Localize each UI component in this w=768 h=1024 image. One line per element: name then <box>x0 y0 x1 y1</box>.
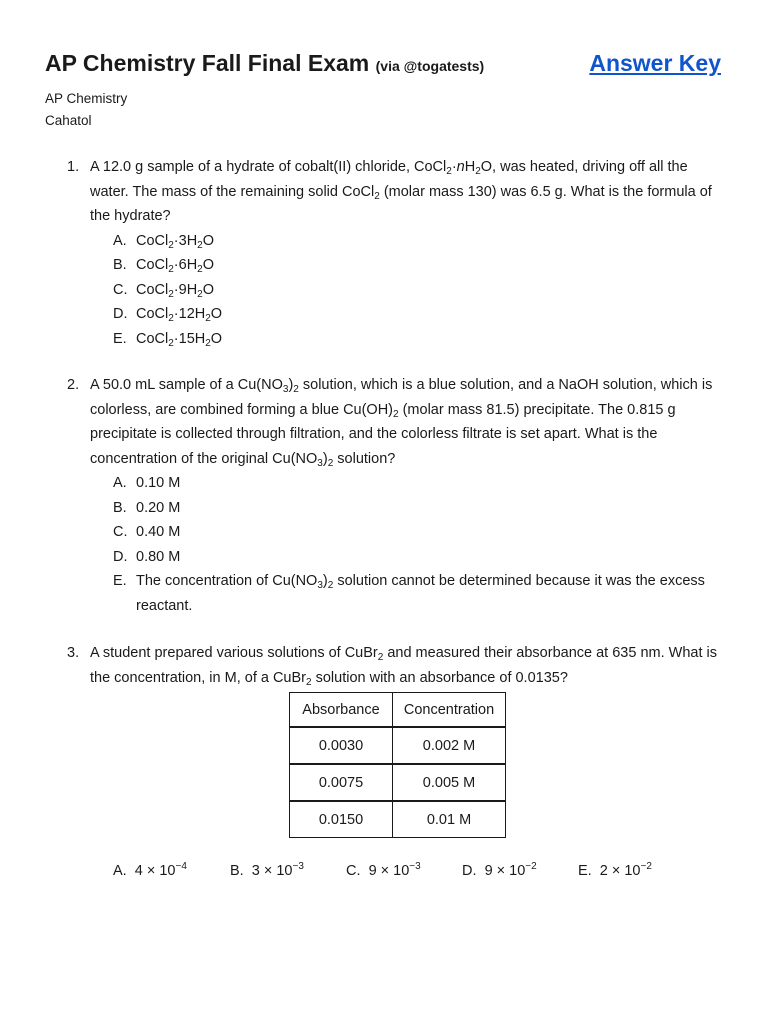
table-cell: 0.0150 <box>290 801 393 838</box>
answer-option-b[interactable]: B. 0.20 M <box>113 499 181 516</box>
question-3-answer-options <box>113 859 733 883</box>
exam-title-text: AP Chemistry Fall Final Exam <box>45 50 370 76</box>
via-credit: (via @togatests) <box>375 58 485 74</box>
table-cell: 0.005 M <box>393 764 506 801</box>
answer-option-d[interactable]: D. $9 \times 10^{-2}$ <box>462 861 537 879</box>
answer-option-d[interactable]: D. 0.80 M <box>113 548 181 565</box>
table-cell: 0.01 M <box>393 801 506 838</box>
answer-option-c[interactable]: C. $9 \times 10^{-3}$ <box>346 861 421 879</box>
question-text: A 50.0 mL sample of a $Cu(NO_3)_2$ solution, which is a blue solution, and a NaOH solution, which is colorless, are combined forming a blue $Cu(OH)_2$ (molar mass 81.5) precipitate. The 0.815 g precipitate is collected through filtration, and the colorless filtrate is set apart. What is the concentration of the original $Cu(NO_3)_2$ solution? <box>90 377 713 469</box>
question-1 <box>67 155 722 351</box>
answer-key-link[interactable]: Answer Key <box>589 50 721 76</box>
answer-option-e[interactable]: E. $CoCl_2\cdot 15H_2O$ <box>113 330 223 349</box>
column-header-absorbance: Absorbance <box>290 693 393 728</box>
answer-option-c[interactable]: C. $CoCl_2\cdot 9H_2O$ <box>113 281 215 300</box>
author-name: Cahatol <box>45 113 92 128</box>
table-row <box>290 764 506 801</box>
table-row <box>290 801 506 838</box>
answer-option-d[interactable]: D. $CoCl_2\cdot 12H_2O$ <box>113 306 223 324</box>
table-row <box>290 727 506 764</box>
answer-option-a[interactable]: A. $CoCl_2\cdot 3H_2O$ <box>113 232 215 251</box>
answer-option-a[interactable]: A. 0.10 M <box>113 475 181 491</box>
question-text: A 12.0 g sample of a hydrate of cobalt(II) chloride, $CoCl_2\cdot nH_2O$, was heated, driving off all the water. The mass of the remaining solid CoCl$_2$ (molar mass 130) was 6.5 g. What is the formula of the hydrate? <box>90 159 712 224</box>
document-meta <box>45 88 127 132</box>
table-cell: 0.0030 <box>290 727 393 764</box>
question-number: 2. <box>67 377 80 393</box>
exam-title <box>45 50 484 77</box>
answer-option-a[interactable]: A. $4 \times 10^{-4}$ <box>113 861 187 879</box>
course-name: AP Chemistry <box>45 91 128 106</box>
question-number: 3. <box>67 645 80 661</box>
table-cell: 0.0075 <box>290 764 393 801</box>
column-header-concentration: Concentration <box>393 693 506 728</box>
answer-options <box>113 471 722 618</box>
answer-options <box>113 229 722 352</box>
question-3 <box>67 641 722 690</box>
question-2 <box>67 373 722 618</box>
answer-option-b[interactable]: B. $CoCl_2\cdot 6H_2O$ <box>113 257 215 275</box>
answer-option-b[interactable]: B. $3 \times 10^{-3}$ <box>230 861 304 879</box>
document-header <box>45 50 721 84</box>
question-number: 1. <box>67 159 80 175</box>
question-text: A student prepared various solutions of CuBr$_2$ and measured their absorbance at 635 nm. What is the concentration, in M, of a CuBr$_2$ solution with an absorbance of 0.0135? <box>90 645 717 688</box>
absorbance-table <box>289 692 506 838</box>
table-cell: 0.002 M <box>393 727 506 764</box>
answer-option-c[interactable]: C. 0.40 M <box>113 524 181 540</box>
answer-option-e[interactable]: E. $2 \times 10^{-2}$ <box>578 861 652 879</box>
answer-option-e[interactable]: E. The concentration of $Cu(NO_3)_2$ solution cannot be determined because it was the excess reactant. <box>113 573 705 614</box>
